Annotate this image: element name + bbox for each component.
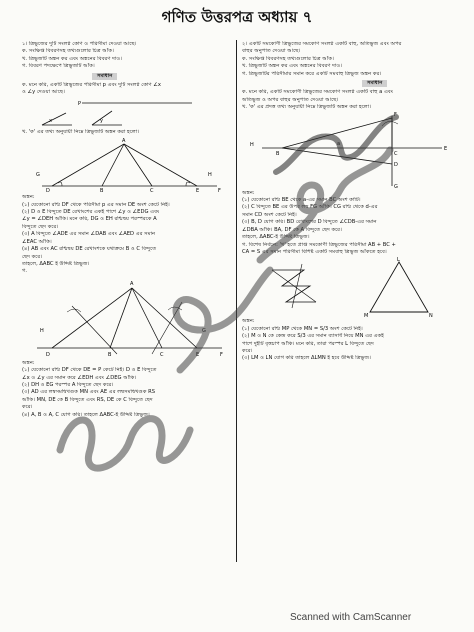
- q2-line: ২। একটি সমকোণী ত্রিভুজের সমকোণ সংলগ্ন একটি বাহু, অতিভুজ এবং অপর: [242, 41, 402, 47]
- kha-step: (২) D ও E বিন্দুতে DE রেখাংশের একই পাশে ∠y ও ∠EDG এবং: [22, 209, 160, 216]
- left-column: [22, 41, 232, 419]
- fig2-label: E: [196, 188, 200, 195]
- given-data-figure: [22, 97, 232, 129]
- right-ga-step: করে।: [242, 347, 253, 354]
- fig3-label: B: [108, 351, 112, 358]
- ga-step: (১) যেকোনো রশ্মি DF থেকে DE = P কেটে নিই। D ও E বিন্দুতে: [22, 367, 157, 374]
- kha-intro: খ. 'ক' এর প্রদত্ত তথ্য অনুযায়ী নিম্নে ত্রিভুজটি অঙ্কন করা হলো।: [242, 104, 372, 111]
- right-kha-step: (১) যেকোনো রশ্মি BE থেকে a-এর সমান BC অংশ কাটি।: [242, 197, 361, 204]
- q2-line: খ. ত্রিভুজটি অঙ্কন কর এবং অঙ্কনের বিবরণ দাও।: [242, 63, 343, 70]
- ankan-label: অঙ্কন:: [22, 194, 35, 201]
- fig2-label: A: [122, 138, 126, 145]
- q2-line: ক. সংক্ষিপ্ত বিবরণসহ তথ্যগুলোর চিত্র আঁক।: [242, 55, 334, 62]
- ga-step: (৪) A, B ও A, C যোগ করি। তাহলে ΔABC-ই উদ্দিষ্ট ত্রিভুজ।: [22, 411, 150, 418]
- right-fig-label: G: [394, 183, 398, 190]
- right-kha-step: (২) C বিন্দুতে BE এর উপর লম্ব FG আঁকি। CG রশ্মি থেকে d-এর: [242, 204, 378, 211]
- ga-step: করে।: [22, 404, 33, 411]
- fig1-label: x: [49, 117, 52, 124]
- fig2-label: C: [150, 188, 154, 195]
- construction-figure-ga: [22, 276, 232, 360]
- q1-line: ক. সংক্ষিপ্ত বিবরণসহ তথ্যগুলোর চিত্র আঁক।: [22, 48, 114, 55]
- right-fig2-label: M: [364, 313, 369, 319]
- fig3-label: C: [160, 351, 164, 358]
- right-ga-step: (১) যেকোনো রশ্মি MP থেকে MN = S/3 অংশ কেটে নিই।: [242, 325, 363, 332]
- q2-line: বাহুর অনুপাত দেওয়া আছে।: [242, 48, 301, 55]
- ga-step: ∠x ও ∠y এর সমান করে ∠EDH এবং ∠DEG আঁকি।: [22, 374, 137, 381]
- right-kha-step: তাহলে, ΔABC-ই উদ্দিষ্ট ত্রিভুজ।: [242, 234, 310, 241]
- scanner-footer: Scanned with CamScanner: [290, 612, 412, 623]
- construction-figure-right-kha: [242, 112, 456, 190]
- ka-line: ও ∠y দেওয়া আছে।: [22, 89, 65, 96]
- ankan-label: অঙ্কন:: [242, 318, 255, 325]
- construction-figure-right-ga: [242, 256, 456, 318]
- fig3-label: A: [130, 280, 134, 287]
- ankan-label: অঙ্কন:: [22, 359, 35, 366]
- kha-step: (৩) A বিন্দুতে ∠ADE এর সমান ∠DAB এবং ∠AED এর সমান: [22, 231, 156, 238]
- fig3-label: D: [46, 351, 50, 358]
- right-kha-step: সমান CD অংশ কেটে নিই।: [242, 211, 297, 218]
- fig2-label: D: [46, 188, 50, 195]
- right-ga-step: পাশে দুইটি বৃত্তচাপ আঁকি। মনে করি, তারা পরস্পর L বিন্দুতে ছেদ: [242, 340, 374, 347]
- fig2-label: F: [218, 188, 221, 195]
- right-fig2-label: N: [429, 313, 433, 319]
- ka-line: ক. মনে করি, একটি সমকোণী ত্রিভুজের সমকোণ সংলগ্ন একটি বাহু a এবং: [242, 89, 394, 96]
- ga-step: (৩) AD এর লম্বসমদ্বিখণ্ডক MN এবং AE এর লম্বসমদ্বিখণ্ডক RS: [22, 389, 156, 396]
- kha-step: তাহলে, ΔABC ই উদ্দিষ্ট ত্রিভুজ।: [22, 260, 90, 267]
- right-ga-step: (৩) LM ও LN যোগ করি তাহলে ΔLMN ই হবে উদ্দিষ্ট ত্রিভুজ।: [242, 355, 371, 362]
- ga-step: (২) DH ও EG পরস্পর A বিন্দুতে ছেদ করে।: [22, 381, 114, 388]
- right-fig-label: F: [394, 111, 397, 118]
- kha-step: ∠EAC আঁকি।: [22, 238, 52, 245]
- ka-line: অতিভুজ ও অপর বাহুর অনুপাত দেওয়া আছে।: [242, 96, 339, 103]
- solution-header: সমাধান: [92, 73, 117, 80]
- right-fig-label: B: [276, 150, 280, 157]
- fig3-label: E: [196, 351, 200, 358]
- right-kha-step: গ. বিশেষ নির্বচন: 'খ' হতে প্রাপ্ত সমকোণী ত্রিভুজের পরিসীমা AB + BC +: [242, 241, 396, 248]
- ankan-label: অঙ্কন:: [242, 189, 255, 196]
- right-fig-label: a: [337, 140, 341, 147]
- right-fig-label: D: [394, 161, 398, 168]
- fig3-label: G: [202, 327, 206, 334]
- fig2-label: H: [208, 172, 212, 179]
- q1-line: খ. ত্রিভুজটি অঙ্কন কর এবং অঙ্কনের বিবরণ দাও।: [22, 55, 123, 62]
- fig3-label: F: [220, 351, 223, 358]
- ga-step: আঁকি। MN, DE কে B বিন্দুতে এবং RS, DE কে C বিন্দুতে ছেদ: [22, 396, 153, 403]
- kha-step: বিন্দুতে ছেদ করে।: [22, 223, 59, 230]
- right-column: [242, 41, 456, 363]
- right-kha-step: (৩) B, D যোগ করি। BD রেখাংশের D বিন্দুতে ∠CDB-এর সমান: [242, 219, 377, 226]
- right-kha-step: CA = S এর সমান পরিসীমা বিশিষ্ট একটি সমবাহু ত্রিভুজ আঁকতে হবে।: [242, 248, 387, 255]
- kha-step: (১) যেকোনো রশ্মি DF থেকে পরিসীমা p এর সমান DE অংশ কেটে নিই।: [22, 201, 170, 208]
- fig2-label: G: [36, 172, 40, 179]
- ka-line: ক. মনে করি, একটি ত্রিভুজের পরিসীমা p এবং দুটি সংলগ্ন কোণ ∠x: [22, 82, 162, 89]
- fig1-label: P: [78, 100, 82, 107]
- column-divider: [236, 40, 237, 562]
- fig2-label: B: [100, 188, 104, 195]
- solution-header: সমাধান: [362, 80, 387, 87]
- ga-label: গ.: [22, 268, 28, 275]
- q1-line: গ. বিবরণ পদক্ষেপে ত্রিভুজটি আঁক।: [22, 63, 95, 70]
- kha-step: ছেদ করে।: [22, 253, 43, 260]
- q1-line: ১। ত্রিভুজের দুটি সংলগ্ন কোণ ও পরিসীমা দেওয়া আছে।: [22, 41, 137, 47]
- right-fig-label: H: [250, 141, 254, 148]
- fig1-label: y: [100, 117, 103, 124]
- right-fig2-label: L: [397, 257, 400, 264]
- right-fig-label: E: [444, 145, 448, 152]
- kha-intro: খ. 'ক' এর তথ্য অনুযায়ী নিম্নে ত্রিভুজটি অঙ্কন করা হলো।: [22, 128, 140, 135]
- right-kha-step: ∠DBA আঁকি। BA, DF কে A বিন্দুতে ছেদ করে।: [242, 226, 342, 233]
- q2-line: গ. ত্রিভুজটির পরিসীমার সমান করে একটি সমবাহু ত্রিভুজ অঙ্কন কর।: [242, 70, 382, 77]
- fig3-label: H: [40, 327, 44, 334]
- right-fig-label: C: [394, 150, 398, 157]
- page-title: গণিত উত্তরপত্র অধ্যায় ৭: [161, 8, 313, 26]
- right-ga-step: (২) M ও N কে কেন্দ্র করে S/3 এর সমান ব্যাসার্ধ নিয়ে MN এর একই: [242, 333, 384, 340]
- kha-step: ∠y = ∠DEH আঁকি। মনে করি, DG ও EH রশ্মিদ্বয় পরস্পরকে A: [22, 216, 157, 223]
- construction-figure-kha: [22, 136, 232, 194]
- kha-step: (৪) AB এবং AC রশ্মিদ্বয় DE রেখাংশকে যথাক্রমে B ও C বিন্দুতে: [22, 246, 157, 253]
